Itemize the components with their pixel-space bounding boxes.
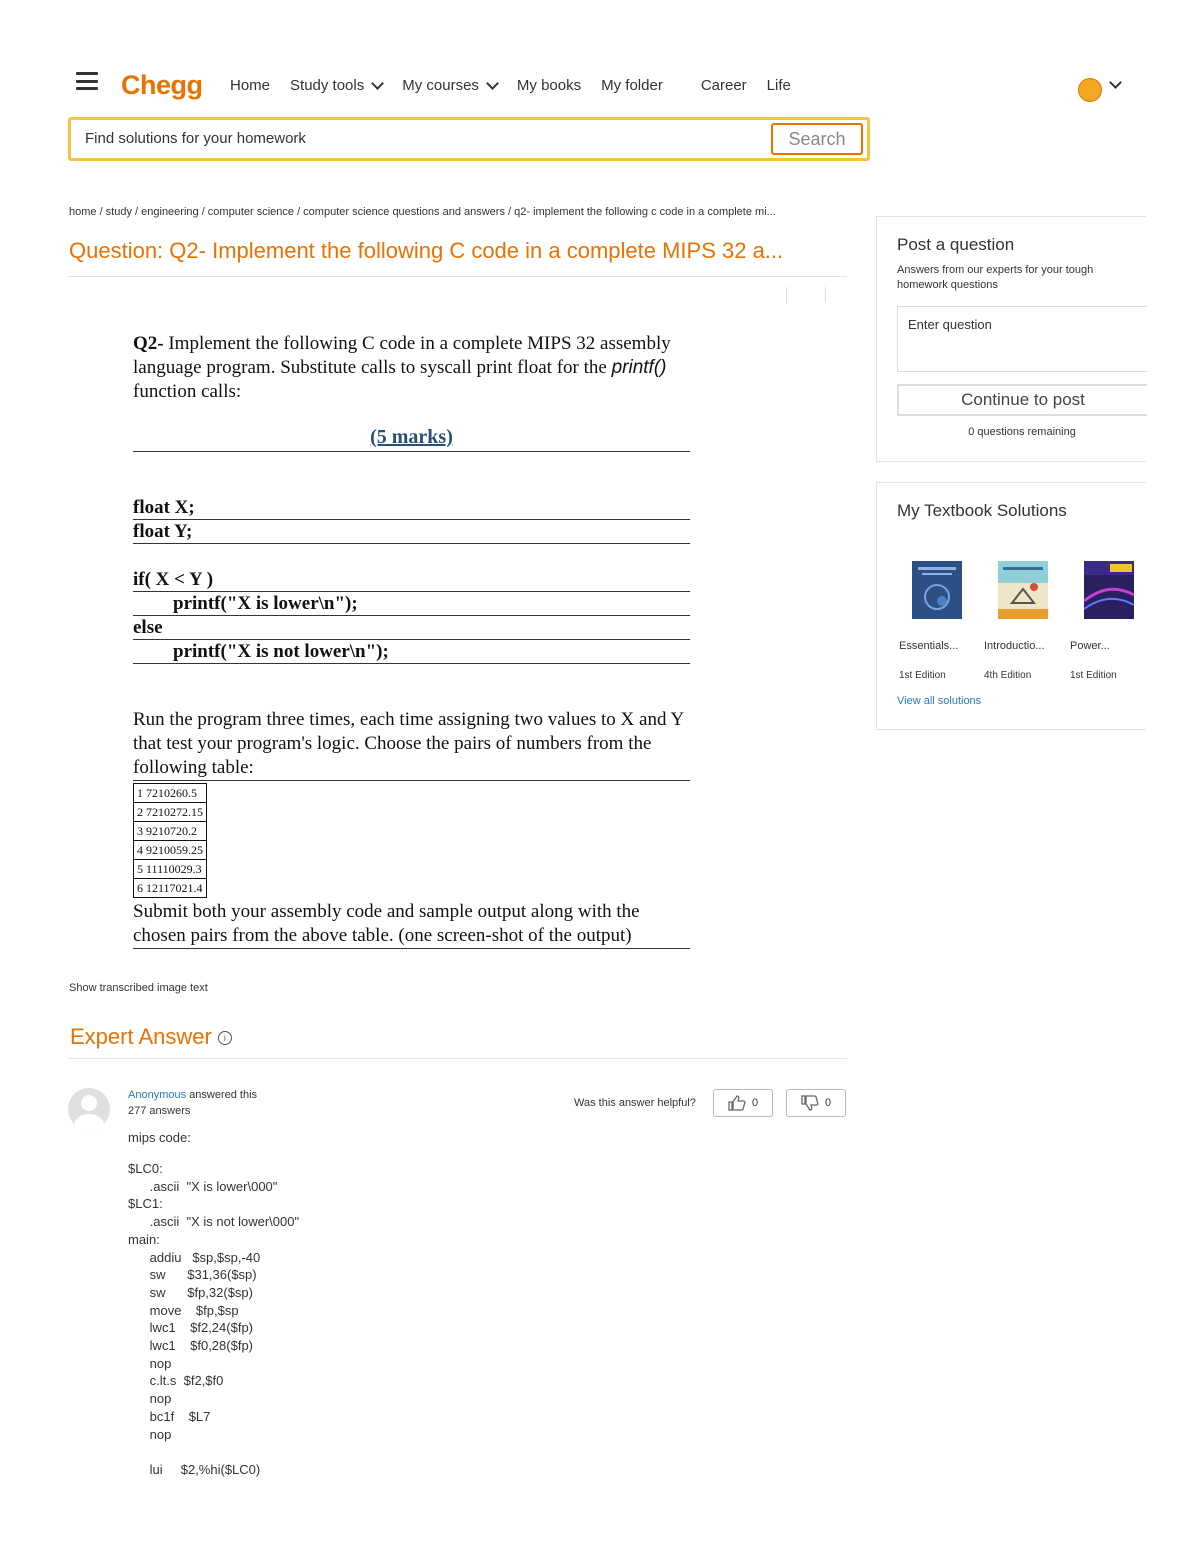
values-table bbox=[133, 783, 207, 898]
view-all-solutions-link[interactable]: View all solutions bbox=[897, 695, 982, 707]
avatar bbox=[68, 1088, 110, 1130]
table-row: 4 9210059.25 bbox=[134, 841, 207, 860]
info-icon[interactable]: i bbox=[218, 1031, 232, 1045]
table-row: 2 7210272.15 bbox=[134, 803, 207, 822]
chevron-down-icon bbox=[371, 77, 384, 90]
answers-count: 277 answers bbox=[128, 1105, 191, 1117]
code-line: float Y; bbox=[133, 520, 690, 544]
user-avatar[interactable] bbox=[1078, 78, 1102, 102]
chegg-logo[interactable]: Chegg bbox=[121, 70, 203, 100]
code-line: printf("X is not lower\n"); bbox=[133, 640, 690, 664]
page-title bbox=[69, 238, 844, 264]
book-edition: 4th Edition bbox=[984, 670, 1032, 681]
book-cover[interactable] bbox=[1084, 561, 1134, 619]
search-button[interactable]: Search bbox=[771, 123, 863, 155]
nav-study-tools[interactable]: Study tools bbox=[290, 77, 382, 94]
question-title: Q2- Implement the following C code in a complete MIPS 32 a... bbox=[169, 238, 784, 263]
expert-answer-heading: Expert Answer i bbox=[70, 1024, 232, 1050]
book-cover[interactable] bbox=[912, 561, 962, 619]
book-title[interactable]: Essentials... bbox=[899, 640, 959, 652]
nav-my-folder[interactable]: My folder bbox=[601, 77, 663, 94]
book-edition: 1st Edition bbox=[899, 670, 946, 681]
search-input[interactable] bbox=[83, 129, 767, 148]
book-title[interactable]: Power... bbox=[1070, 640, 1110, 652]
chevron-down-icon[interactable] bbox=[1109, 76, 1122, 89]
textbook-solutions-title: My Textbook Solutions bbox=[897, 501, 1067, 520]
thumbs-down-button[interactable]: 0 bbox=[786, 1089, 846, 1117]
thumbs-down-icon bbox=[801, 1095, 819, 1111]
show-transcribed-link[interactable]: Show transcribed image text bbox=[69, 982, 208, 994]
post-question-title: Post a question bbox=[897, 235, 1015, 254]
divider bbox=[133, 948, 690, 949]
answer-intro: mips code: bbox=[128, 1130, 191, 1145]
code-line: if( X < Y ) bbox=[133, 568, 690, 592]
answer-code: $LC0: .ascii "X is lower\000" $LC1: .ascii "X is not lower\000" main: addiu $sp,$sp,-40 sw $31,36($sp) sw $fp,32($sp) move $fp,$sp lwc1 $f2,24($fp) lwc1 $f0,28($fp) nop c.lt.s $f2,$f0 nop bc1f $L7 nop lui $2,%hi($LC0) bbox=[128, 1161, 300, 1477]
divider bbox=[825, 287, 826, 303]
question-input[interactable] bbox=[897, 306, 1147, 372]
search-bar bbox=[68, 117, 870, 161]
book-cover-art-icon bbox=[1084, 561, 1134, 619]
menu-icon[interactable] bbox=[76, 72, 98, 90]
divider bbox=[69, 1058, 847, 1059]
book-cover-art-icon bbox=[998, 561, 1048, 619]
textbook-solutions-card bbox=[876, 482, 1146, 730]
question-intro: Q2- Implement the following C code in a complete MIPS 32 assembly language program. Substitute calls to syscall print float for the printf() function calls: bbox=[133, 333, 671, 402]
post-question-subtitle: Answers from our experts for your tough homework questions bbox=[897, 264, 1094, 291]
book-edition: 1st Edition bbox=[1070, 670, 1117, 681]
answerer-name[interactable]: Anonymous bbox=[128, 1089, 187, 1101]
nav-home[interactable]: Home bbox=[230, 77, 271, 94]
table-row: 3 9210720.2 bbox=[134, 822, 207, 841]
answerer-line: Anonymous answered this bbox=[128, 1089, 258, 1101]
divider bbox=[133, 780, 690, 781]
submit-instructions: Submit both your assembly code and sample output along with the chosen pairs from the above table. (one screen-shot of the output) bbox=[133, 901, 640, 946]
helpful-label: Was this answer helpful? bbox=[574, 1097, 696, 1109]
question-label: Question: bbox=[69, 238, 164, 263]
book-title[interactable]: Introductio... bbox=[984, 640, 1045, 652]
thumbs-up-icon bbox=[728, 1095, 746, 1111]
marks-label: (5 marks) bbox=[370, 426, 453, 448]
breadcrumb[interactable]: home / study / engineering / computer science / computer science questions and answers / q2- implement the following c code in a complete mi... bbox=[69, 206, 776, 218]
book-cover[interactable] bbox=[998, 561, 1048, 619]
continue-to-post-button[interactable]: Continue to post bbox=[897, 384, 1147, 416]
questions-remaining: 0 questions remaining bbox=[968, 426, 1076, 438]
thumbs-up-button[interactable]: 0 bbox=[713, 1089, 773, 1117]
code-line: float X; bbox=[133, 496, 690, 520]
table-row: 1 7210260.5 bbox=[134, 784, 207, 803]
run-instructions: Run the program three times, each time assigning two values to X and Y that test your program's logic. Choose the pairs of numbers from the following table: bbox=[133, 709, 684, 778]
code-line: printf("X is lower\n"); bbox=[133, 592, 690, 616]
chevron-down-icon bbox=[486, 77, 499, 90]
table-row: 5 11110029.3 bbox=[134, 860, 207, 879]
nav-life[interactable]: Life bbox=[766, 77, 791, 94]
book-cover-art-icon bbox=[912, 561, 962, 619]
post-question-card bbox=[876, 216, 1146, 462]
divider bbox=[786, 287, 787, 303]
nav-my-courses[interactable]: My courses bbox=[402, 77, 497, 94]
code-line: else bbox=[133, 616, 690, 640]
table-row: 6 12117021.4 bbox=[134, 879, 207, 898]
main-nav bbox=[230, 77, 791, 94]
question-image bbox=[133, 332, 690, 949]
nav-my-books[interactable]: My books bbox=[516, 77, 582, 94]
divider bbox=[69, 276, 847, 277]
nav-career[interactable]: Career bbox=[700, 77, 747, 94]
